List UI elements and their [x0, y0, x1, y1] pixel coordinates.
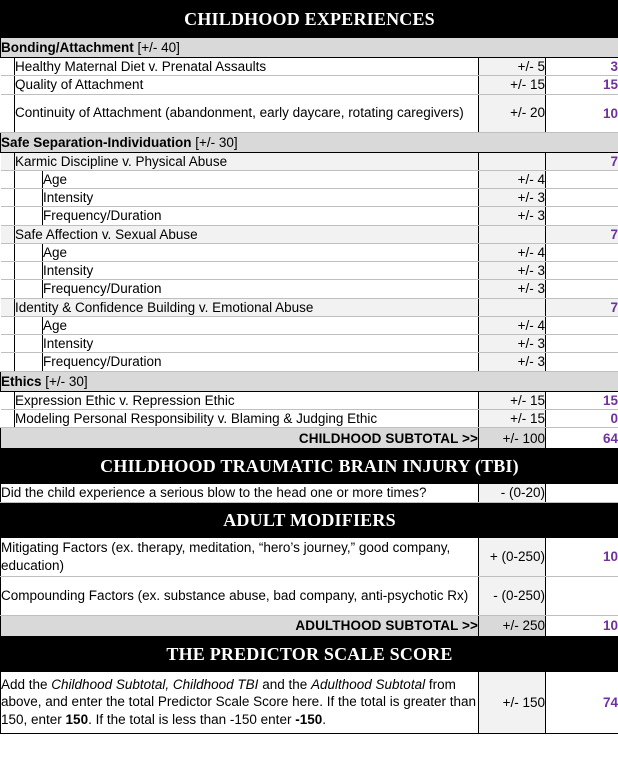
indent-cell: [15, 189, 43, 207]
indent-cell: [1, 225, 15, 243]
group-range: [+/- 40]: [133, 40, 180, 55]
row-label: Karmic Discipline v. Physical Abuse: [15, 152, 479, 170]
table-row: [1, 316, 618, 334]
subtotal-score[interactable]: 64: [546, 428, 618, 449]
subtotal-row-adulthood: [1, 615, 618, 636]
subtotal-row-childhood: [1, 428, 618, 449]
row-score[interactable]: 7: [546, 225, 618, 243]
section-banner-childhood-experiences: CHILDHOOD EXPERIENCES: [1, 1, 618, 38]
group-header-row: [1, 132, 618, 152]
row-label: Frequency/Duration: [43, 280, 479, 298]
subtotal-score[interactable]: 10: [546, 615, 618, 636]
section-banner-adult-modifiers: ADULT MODIFIERS: [1, 502, 618, 537]
row-label: Did the child experience a serious blow to the head one or more times?: [1, 484, 479, 502]
table-row: [1, 94, 618, 132]
table-row: [1, 298, 618, 316]
predictor-score[interactable]: 74: [546, 671, 618, 733]
instr-emphasis-2: Adulthood Subtotal: [310, 676, 426, 692]
group-header-ethics: [1, 371, 618, 391]
row-max-value[interactable]: +/- 4: [479, 316, 546, 334]
row-label: Compounding Factors (ex. substance abuse, bad company, anti-psychotic Rx): [1, 576, 479, 615]
indent-cell: [1, 335, 15, 353]
row-max-value[interactable]: [479, 298, 546, 316]
section-banner-row: [1, 502, 618, 537]
indent-cell: [15, 316, 43, 334]
instr-part-1: Add the: [1, 676, 52, 692]
section-banner-row: [1, 449, 618, 484]
row-label: Mitigating Factors (ex. therapy, meditation, “hero’s journey,” good company, education): [1, 537, 479, 576]
row-score[interactable]: [546, 484, 618, 502]
table-row: [1, 207, 618, 225]
group-header-bonding-attachment: [1, 38, 618, 58]
table-row: [1, 243, 618, 261]
instruction-row: [1, 671, 618, 733]
row-label: Age: [43, 170, 479, 188]
table-row: [1, 576, 618, 615]
group-header-safe-separation-individuation: [1, 132, 618, 152]
row-max-value[interactable]: +/- 15: [479, 409, 546, 427]
row-label: Quality of Attachment: [15, 76, 479, 94]
indent-cell: [1, 316, 15, 334]
table-row: [1, 391, 618, 409]
row-max-value[interactable]: +/- 5: [479, 58, 546, 76]
row-label: Frequency/Duration: [43, 353, 479, 371]
row-max-value[interactable]: + (0-250): [479, 537, 546, 576]
indent-cell: [1, 391, 15, 409]
group-range: [+/- 30]: [191, 134, 238, 150]
group-name: Bonding/Attachment: [1, 40, 134, 55]
row-max-value[interactable]: +/- 3: [479, 353, 546, 371]
group-header-row: [1, 371, 618, 391]
table-row: [1, 537, 618, 576]
table-row: [1, 170, 618, 188]
instr-emphasis-1: Childhood Subtotal, Childhood TBI: [51, 676, 259, 692]
row-label: Modeling Personal Responsibility v. Blaming & Judging Ethic: [15, 409, 479, 427]
row-label: Healthy Maternal Diet v. Prenatal Assaults: [15, 58, 479, 76]
instr-strong-1: 150: [65, 711, 89, 727]
row-max-value[interactable]: +/- 15: [479, 391, 546, 409]
row-score[interactable]: [546, 262, 618, 280]
row-score[interactable]: [546, 280, 618, 298]
row-label: Intensity: [43, 335, 479, 353]
indent-cell: [1, 353, 15, 371]
row-score[interactable]: 0: [546, 409, 618, 427]
instr-strong-2: -150: [295, 711, 323, 727]
row-max-value[interactable]: +/- 4: [479, 243, 546, 261]
table-row: [1, 189, 618, 207]
table-row: [1, 152, 618, 170]
instr-part-4: . If the total is less than -150 enter: [88, 711, 296, 727]
indent-cell: [1, 207, 15, 225]
row-max-value[interactable]: +/- 15: [479, 76, 546, 94]
row-max-value[interactable]: +/- 4: [479, 170, 546, 188]
instr-part-3: from above, and enter the total Predictor Scale Score here. If the total is greater than 150, enter: [1, 676, 477, 727]
table-row: [1, 280, 618, 298]
row-max-value[interactable]: +/- 3: [479, 189, 546, 207]
row-label: Continuity of Attachment (abandonment, early daycare, rotating caregivers): [15, 94, 479, 132]
indent-cell: [15, 335, 43, 353]
subtotal-max-value: +/- 100: [479, 428, 546, 449]
subtotal-label: ADULTHOOD SUBTOTAL >>: [1, 615, 479, 636]
row-score[interactable]: 10: [546, 94, 618, 132]
indent-cell: [1, 189, 15, 207]
row-label: Frequency/Duration: [43, 207, 479, 225]
row-score[interactable]: 15: [546, 76, 618, 94]
row-score[interactable]: [546, 335, 618, 353]
row-score[interactable]: [546, 170, 618, 188]
indent-cell: [1, 152, 15, 170]
table-row: [1, 335, 618, 353]
row-score[interactable]: [546, 353, 618, 371]
predictor-instruction-text: [1, 671, 479, 733]
predictor-max-value: +/- 150: [479, 671, 546, 733]
table-row: [1, 262, 618, 280]
indent-cell: [1, 170, 15, 188]
table-row: [1, 58, 618, 76]
row-score[interactable]: 15: [546, 391, 618, 409]
row-score[interactable]: 7: [546, 152, 618, 170]
table-row: [1, 409, 618, 427]
subtotal-label: CHILDHOOD SUBTOTAL >>: [1, 428, 479, 449]
indent-cell: [1, 409, 15, 427]
row-max-value[interactable]: [479, 152, 546, 170]
row-score[interactable]: 7: [546, 298, 618, 316]
group-name: Safe Separation-Individuation: [1, 134, 192, 150]
group-header-row: [1, 38, 618, 58]
row-score[interactable]: [546, 576, 618, 615]
row-max-value[interactable]: +/- 3: [479, 262, 546, 280]
indent-cell: [15, 262, 43, 280]
indent-cell: [1, 243, 15, 261]
indent-cell: [1, 298, 15, 316]
indent-cell: [1, 94, 15, 132]
indent-cell: [1, 280, 15, 298]
indent-cell: [15, 353, 43, 371]
row-max-value[interactable]: +/- 3: [479, 335, 546, 353]
row-score[interactable]: [546, 207, 618, 225]
subtotal-max-value: +/- 250: [479, 615, 546, 636]
instr-part-5: .: [322, 711, 326, 727]
row-max-value[interactable]: - (0-20): [479, 484, 546, 502]
instr-part-2: and the: [258, 676, 311, 692]
row-label: Intensity: [43, 262, 479, 280]
table-row: [1, 76, 618, 94]
indent-cell: [15, 280, 43, 298]
section-banner-row: [1, 636, 618, 671]
row-label: Age: [43, 243, 479, 261]
indent-cell: [1, 76, 15, 94]
section-banner-predictor-scale-score: THE PREDICTOR SCALE SCORE: [1, 636, 618, 671]
row-max-value[interactable]: +/- 20: [479, 94, 546, 132]
row-label: Intensity: [43, 189, 479, 207]
row-max-value[interactable]: - (0-250): [479, 576, 546, 615]
indent-cell: [15, 170, 43, 188]
group-name: Ethics: [1, 373, 42, 389]
section-banner-childhood-tbi: CHILDHOOD TRAUMATIC BRAIN INJURY (TBI): [1, 449, 618, 484]
row-score[interactable]: [546, 243, 618, 261]
table-row: [1, 225, 618, 243]
indent-cell: [1, 262, 15, 280]
table-row: [1, 484, 618, 502]
indent-cell: [15, 207, 43, 225]
row-label: Expression Ethic v. Repression Ethic: [15, 391, 479, 409]
row-score[interactable]: [546, 189, 618, 207]
row-score[interactable]: 10: [546, 537, 618, 576]
group-range: [+/- 30]: [41, 373, 88, 389]
indent-cell: [1, 58, 15, 76]
row-label: Age: [43, 316, 479, 334]
row-score[interactable]: 3: [546, 58, 618, 76]
table-row: [1, 353, 618, 371]
row-label: Safe Affection v. Sexual Abuse: [15, 225, 479, 243]
indent-cell: [15, 243, 43, 261]
row-max-value[interactable]: +/- 3: [479, 207, 546, 225]
section-banner-row: [1, 1, 618, 38]
row-score[interactable]: [546, 316, 618, 334]
row-max-value[interactable]: [479, 225, 546, 243]
row-label: Identity & Confidence Building v. Emotional Abuse: [15, 298, 479, 316]
row-max-value[interactable]: +/- 3: [479, 280, 546, 298]
